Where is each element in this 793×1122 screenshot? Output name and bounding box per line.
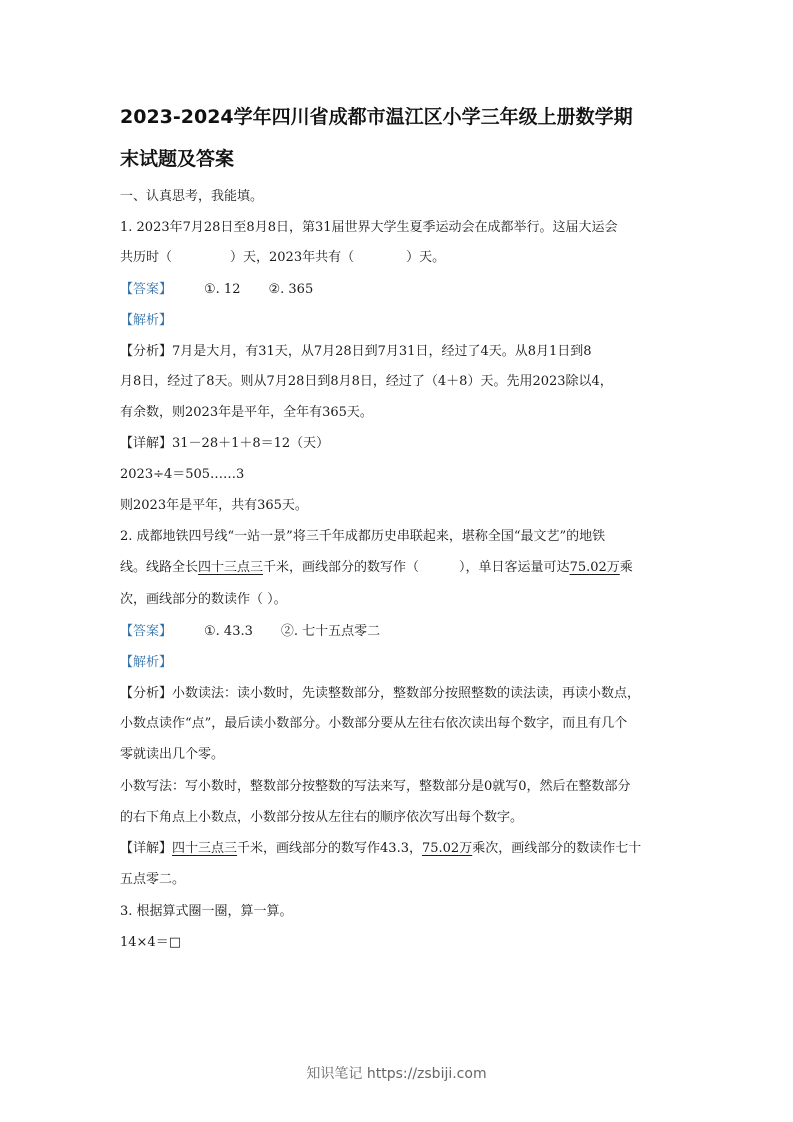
underlined-number-1: 四十三点三 [198,560,264,575]
fenxi-text: 小数读法：读小数时，先读整数部分，整数部分按照整数的读法读，再读小数点， [172,686,641,701]
question-1-fenxi-3: 有余数，则2023年是平年，全年有365天。 [120,405,373,420]
xiangjie-text-b: 乘次，画线部分的数读作七十 [472,841,642,856]
question-1-fenxi-2: 月8日，经过了8天。则从7月28日到8月8日，经过了（4＋8）天。先用2023除以4， [120,374,613,389]
answer-value-2: ②. 365 [268,282,314,297]
question-2-text-c: ），单日客运量可达 [459,560,570,575]
question-2-xiangjie [120,841,641,857]
answer-tag: 【答案】 [120,624,173,639]
analysis-tag: 【解析】 [120,655,173,670]
question-1-conclusion: 则2023年是平年，共有365天。 [120,498,308,513]
fenxi-tag: 【分析】 [120,344,173,359]
question-1-answer [120,282,313,298]
answer-value-1: ①. 43.3 [204,624,253,639]
question-1-xiangjie [120,436,329,452]
question-1-text-b: ）天，2023年共有（ [230,250,355,265]
document-title-line-1: 2023-2024学年四川省成都市温江区小学三年级上册数学期 [120,106,633,128]
question-2-fenxi-2: 小数点读作“点”，最后读小数部分。小数部分要从左往右依次读出每个数字，而且有几个 [120,716,628,731]
question-2-xiangjie-2: 五点零二。 [120,872,186,887]
analysis-tag: 【解析】 [120,313,173,328]
question-2-answer [120,624,380,640]
question-2-fenxi-3: 零就读出几个零。 [120,747,225,762]
xiangjie-text: 31－28＋1＋8＝12（天） [172,436,330,451]
question-2-text-d: 乘 [619,560,633,575]
question-2-write-rule-1: 小数写法：写小数时，整数部分按整数的写法来写，整数部分是0就写0，然后在整数部分 [120,779,631,794]
question-2-line-3: 次，画线部分的数读作（ ）。 [120,592,287,607]
fenxi-tag: 【分析】 [120,686,173,701]
document-title-line-2: 末试题及答案 [120,148,235,170]
question-3-formula: 14×4＝□ [120,935,181,950]
question-2-fenxi-1 [120,686,640,702]
watermark-footer: 知识笔记 https://zsbiji.com [306,1066,487,1082]
question-1-line-1: 1. 2023年7月28日至8月8日，第31届世界大学生夏季运动会在成都举行。这届大运会 [120,220,618,235]
question-1-fenxi-1 [120,344,592,360]
underlined-number-2: 75.02万 [569,560,620,575]
question-2-text-b: 千米，画线部分的数写作（ [263,560,420,575]
answer-tag: 【答案】 [120,282,173,297]
question-1-text-a: 共历时（ [120,250,173,265]
fenxi-text: 7月是大月，有31天，从7月28日到7月31日，经过了4天。从8月1日到8 [172,344,592,359]
question-2-line-2 [120,560,633,576]
question-2-write-rule-2: 的右下角点上小数点，小数部分按从左往右的顺序依次写出每个数字。 [120,810,524,825]
section-heading: 一、认真思考，我能填。 [120,189,264,204]
underlined-number-2: 75.02万 [421,841,473,856]
question-2-line-1: 2. 成都地铁四号线“一站一景”将三千年成都历史串联起来，堪称全国“最文艺”的地铁 [120,529,606,544]
question-1-calc: 2023÷4＝505……3 [120,467,245,482]
question-2-text-a: 线。线路全长 [120,560,199,575]
question-1-line-2 [120,250,445,266]
answer-value-1: ①. 12 [204,282,241,297]
xiangjie-tag: 【详解】 [120,436,173,451]
xiangjie-tag: 【详解】 [120,841,173,856]
xiangjie-text-a: 千米，画线部分的数写作43.3， [237,841,422,856]
underlined-number-1: 四十三点三 [172,841,238,856]
question-3-line-1: 3. 根据算式圈一圈，算一算。 [120,904,293,919]
answer-value-2: ②. 七十五点零二 [280,624,381,639]
question-1-text-c: ）天。 [406,250,446,265]
